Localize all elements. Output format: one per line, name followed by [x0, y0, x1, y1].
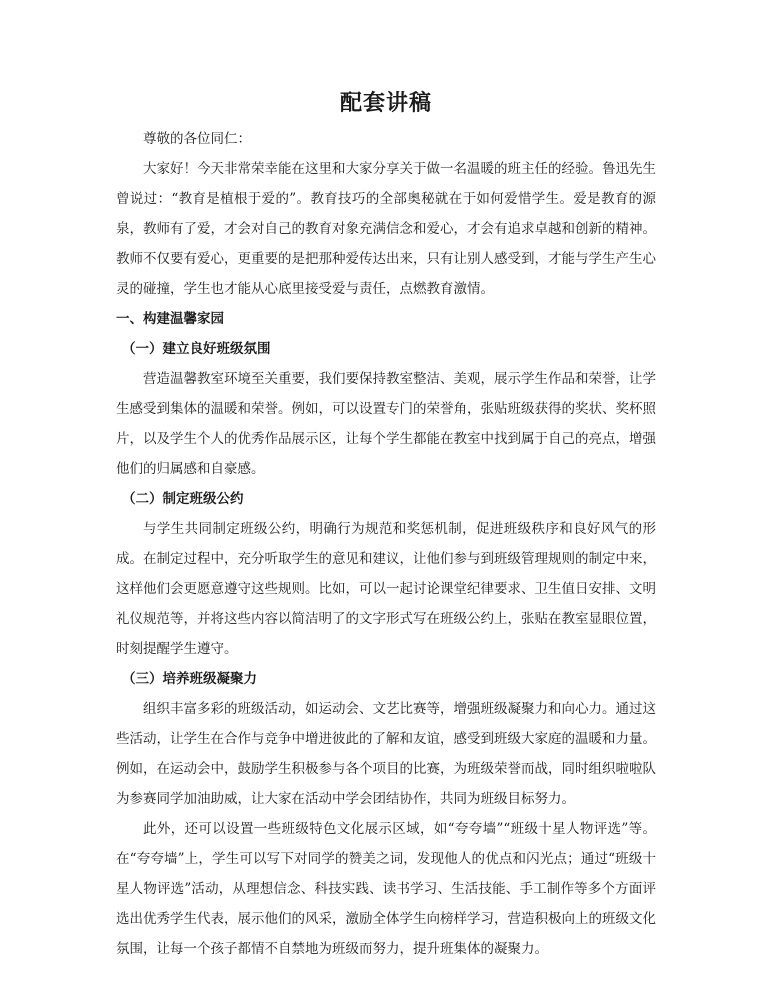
salutation: 尊敬的各位同仁： — [143, 131, 251, 147]
section-heading-1: 一、构建温馨家园 — [116, 311, 224, 327]
subsection-heading-2: （二）制定班级公约 — [122, 491, 244, 507]
subsection-1-paragraph: 营造温馨教室环境至关重要，我们要保持教室整洁、美观，展示学生作品和荣誉，让学生感受到集体的温暖和荣誉。例如，可以设置专门的荣誉角，张贴班级获得的奖状、奖杯照片，以及学生个人的优秀作品展示区，让每个学生都能在教室中找到属于自己的亮点，增强他们的归属感和自豪感。 — [116, 371, 656, 477]
document-page — [116, 88, 656, 964]
subsection-heading-3: （三）培养班级凝聚力 — [122, 671, 257, 687]
intro-paragraph: 大家好！今天非常荣幸能在这里和大家分享关于做一名温暖的班主任的经验。鲁迅先生曾说过：“教育是植根于爱的”。教育技巧的全部奥秘就在于如何爱惜学生。爱是教育的源泉，教师有了爱，才会对自己的教育对象充满信念和爱心，才会有追求卓越和创新的精神。教师不仅要有爱心，更重要的是把那种爱传达出来，只有让别人感受到，才能与学生产生心灵的碰撞，学生也才能从心底里接受爱与责任，点燃教育激情。 — [116, 161, 656, 297]
subsection-2-paragraph: 与学生共同制定班级公约，明确行为规范和奖惩机制，促进班级秩序和良好风气的形成。在制定过程中，充分听取学生的意见和建议，让他们参与到班级管理规则的制定中来，这样他们会更愿意遵守这些规则。比如，可以一起讨论课堂纪律要求、卫生值日安排、文明礼仪规范等，并将这些内容以简洁明了的文字形式写在班级公约上，张贴在教室显眼位置，时刻提醒学生遵守。 — [116, 521, 656, 657]
document-title: 配套讲稿 — [339, 91, 432, 116]
subsection-heading-1: （一）建立良好班级氛围 — [122, 341, 271, 357]
subsection-3-paragraph-1: 组织丰富多彩的班级活动，如运动会、文艺比赛等，增强班级凝聚力和向心力。通过这些活动，让学生在合作与竞争中增进彼此的了解和友谊，感受到班级大家庭的温暖和力量。例如，在运动会中，鼓励学生积极参与各个项目的比赛，为班级荣誉而战，同时组织啦啦队为参赛同学加油助威，让大家在活动中学会团结协作，共同为班级目标努力。 — [116, 701, 656, 807]
subsection-3-paragraph-2: 此外，还可以设置一些班级特色文化展示区域，如“夸夸墙”“班级十星人物评选”等。在“夸夸墙”上，学生可以写下对同学的赞美之词，发现他人的优点和闪光点；通过“班级十星人物评选”活动，从理想信念、科技实践、读书学习、生活技能、手工制作等多个方面评选出优秀学生代表，展示他们的风采，激励全体学生向榜样学习，营造积极向上的班级文化氛围，让每一个孩子都情不自禁地为班级而努力，提升班集体的凝聚力。 — [116, 821, 656, 957]
